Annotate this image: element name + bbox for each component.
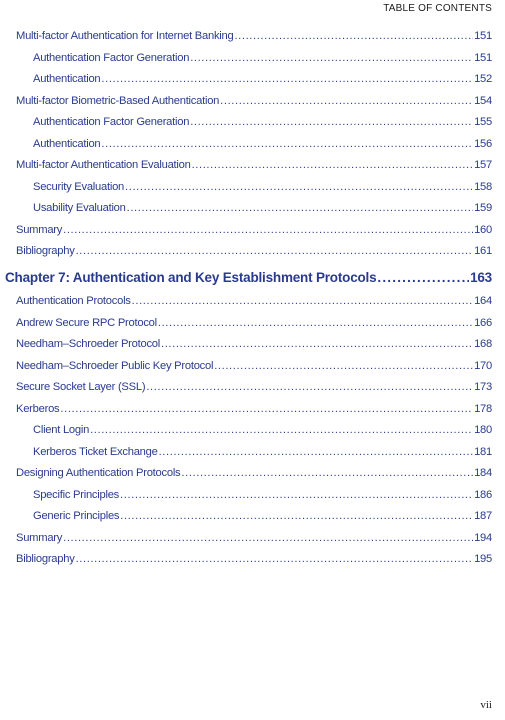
toc-entry[interactable]	[33, 116, 492, 128]
toc-entry-page: 158	[474, 181, 492, 193]
toc-entry[interactable]	[16, 224, 492, 236]
toc-entry-page: 170	[474, 360, 492, 372]
dot-leader	[60, 403, 473, 415]
toc-entry-page: 156	[474, 138, 492, 150]
toc-entry[interactable]	[16, 403, 492, 415]
toc-entry[interactable]	[33, 489, 492, 501]
toc-entry-page: 163	[470, 270, 492, 285]
toc-entry-page: 181	[474, 446, 492, 458]
dot-leader	[125, 181, 473, 193]
toc-entry[interactable]	[16, 338, 492, 350]
dot-leader	[101, 138, 473, 150]
toc-entry-title: Authentication	[33, 73, 101, 85]
toc-entry-title: Multi-factor Biometric-Based Authentication	[16, 95, 220, 107]
dot-leader	[101, 73, 473, 85]
toc-entry-title: Multi-factor Authentication Evaluation	[16, 159, 191, 171]
toc-entry-page: 186	[474, 489, 492, 501]
dot-leader	[120, 489, 473, 501]
toc-entry[interactable]	[33, 181, 492, 193]
dot-leader	[192, 159, 474, 171]
toc-entry[interactable]	[33, 424, 492, 436]
toc-entry-title: Chapter 7: Authentication and Key Establishment Protocols	[5, 270, 377, 285]
toc-entry-title: Client Login	[33, 424, 90, 436]
toc-entry-page: 168	[474, 338, 492, 350]
toc-entry-title: Designing Authentication Protocols	[16, 467, 181, 479]
toc-entry-page: 195	[474, 553, 492, 565]
page-number: vii	[480, 699, 492, 711]
dot-leader	[63, 224, 473, 236]
toc-entry-title: Bibliography	[16, 553, 75, 565]
toc-entry-title: Secure Socket Layer (SSL)	[16, 381, 146, 393]
toc-entry-page: 151	[474, 52, 492, 64]
dot-leader	[146, 381, 473, 393]
toc-entry-page: 152	[474, 73, 492, 85]
toc-entry-page: 151	[474, 30, 492, 42]
toc-entry[interactable]	[33, 138, 492, 150]
toc-entry[interactable]	[16, 317, 492, 329]
dot-leader	[63, 532, 473, 544]
toc-entry-title: Bibliography	[16, 245, 75, 257]
toc-entry-page: 154	[474, 95, 492, 107]
toc-entry-page: 173	[474, 381, 492, 393]
toc-entry[interactable]	[16, 295, 492, 307]
toc-entry-page: 157	[474, 159, 492, 171]
toc-entry-page: 160	[474, 224, 492, 236]
toc-entry-page: 155	[474, 116, 492, 128]
toc-entry-page: 159	[474, 202, 492, 214]
toc-entry-title: Andrew Secure RPC Protocol	[16, 317, 157, 329]
dot-leader	[132, 295, 473, 307]
dot-leader	[90, 424, 473, 436]
toc-entry-page: 178	[474, 403, 492, 415]
dot-leader	[214, 360, 473, 372]
toc-entry-page: 184	[474, 467, 492, 479]
toc-entry-page: 166	[474, 317, 492, 329]
toc-entry[interactable]	[33, 446, 492, 458]
toc-entry[interactable]	[16, 381, 492, 393]
dot-leader	[127, 202, 473, 214]
toc-entry-title: Authentication Protocols	[16, 295, 131, 307]
dot-leader	[76, 245, 474, 257]
toc-entry-title: Needham–Schroeder Public Key Protocol	[16, 360, 214, 372]
toc-entry[interactable]	[16, 532, 492, 544]
dot-leader	[120, 510, 473, 522]
dot-leader	[190, 116, 473, 128]
toc-entry-title: Kerberos Ticket Exchange	[33, 446, 158, 458]
toc-entry[interactable]	[33, 73, 492, 85]
toc-entry[interactable]	[16, 245, 492, 257]
toc-entry-page: 180	[474, 424, 492, 436]
dot-leader	[234, 30, 473, 42]
toc-entry-title: Authentication Factor Generation	[33, 116, 190, 128]
toc-chapter-entry[interactable]	[5, 270, 492, 285]
toc-entry-title: Security Evaluation	[33, 181, 125, 193]
dot-leader	[190, 52, 473, 64]
toc-entry[interactable]	[16, 30, 492, 42]
toc-entry-page: 161	[474, 245, 492, 257]
dot-leader	[377, 270, 469, 285]
toc-entry-title: Authentication	[33, 138, 101, 150]
toc-entry[interactable]	[16, 95, 492, 107]
toc-entry[interactable]	[16, 360, 492, 372]
dot-leader	[159, 446, 473, 458]
toc-entry-title: Multi-factor Authentication for Internet Banking	[16, 30, 234, 42]
toc-entry[interactable]	[16, 553, 492, 565]
toc-entry[interactable]	[33, 202, 492, 214]
toc-entry-title: Generic Principles	[33, 510, 120, 522]
dot-leader	[158, 317, 473, 329]
toc-entry[interactable]	[16, 159, 492, 171]
toc-entry-title: Needham–Schroeder Protocol	[16, 338, 160, 350]
toc-entry-title: Usability Evaluation	[33, 202, 126, 214]
dot-leader	[161, 338, 473, 350]
toc-entry-page: 187	[474, 510, 492, 522]
toc-entry-title: Summary	[16, 224, 63, 236]
toc-entry[interactable]	[33, 510, 492, 522]
dot-leader	[181, 467, 473, 479]
toc-entry-page: 164	[474, 295, 492, 307]
toc-entry-title: Specific Principles	[33, 489, 120, 501]
toc-entry[interactable]	[33, 52, 492, 64]
dot-leader	[220, 95, 473, 107]
running-header: TABLE OF CONTENTS	[383, 3, 492, 14]
toc-entry-title: Summary	[16, 532, 63, 544]
dot-leader	[76, 553, 474, 565]
toc-entry-page: 194	[474, 532, 492, 544]
toc-entry-title: Kerberos	[16, 403, 60, 415]
toc-entry[interactable]	[16, 467, 492, 479]
toc-entry-title: Authentication Factor Generation	[33, 52, 190, 64]
